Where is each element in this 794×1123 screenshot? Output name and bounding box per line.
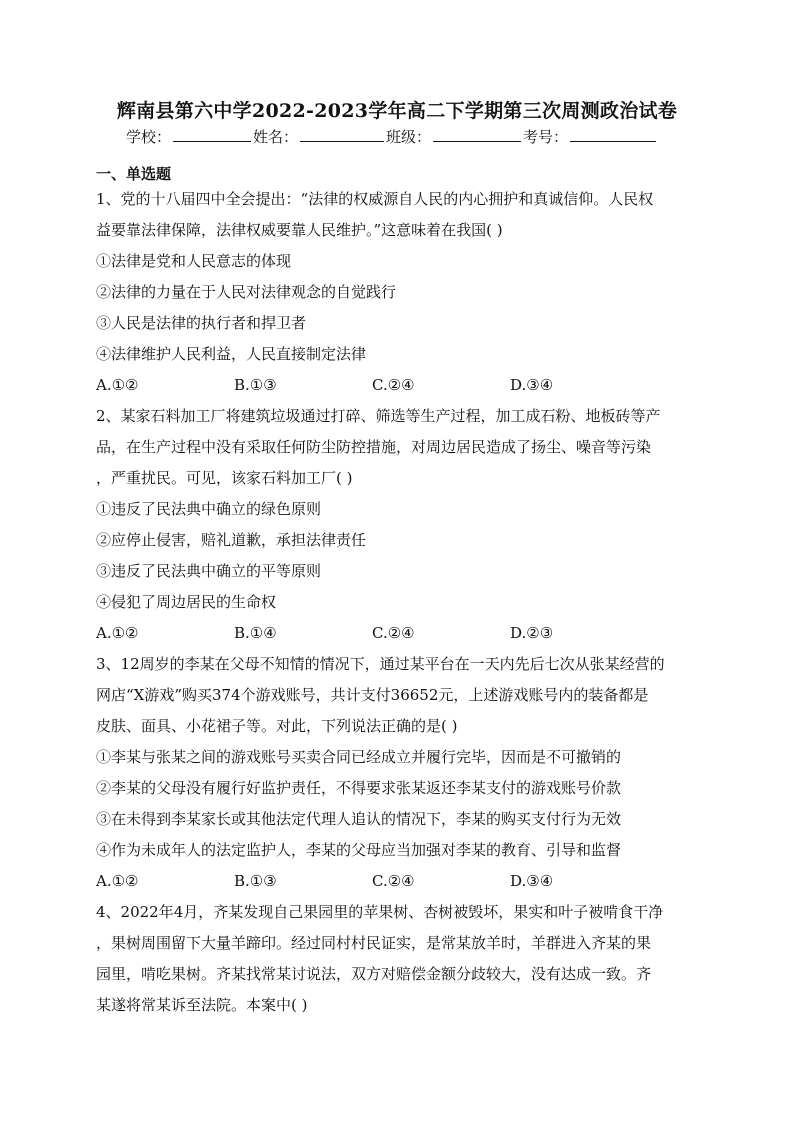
answer-option[interactable]: B.①③	[234, 376, 277, 394]
statement-item: ③人民是法律的执行者和捍卫者	[96, 314, 307, 332]
answer-option[interactable]: A.①②	[96, 376, 139, 394]
answer-option[interactable]: C.②④	[372, 624, 415, 642]
section-title: 一、单选题	[96, 165, 172, 183]
student-info-line	[126, 126, 686, 147]
number-blank[interactable]	[570, 127, 656, 142]
question-1	[96, 184, 700, 401]
answer-options	[96, 618, 700, 649]
school-blank[interactable]	[173, 127, 251, 142]
statement-item: ④作为未成年人的法定监护人，李某的父母应当加强对李某的教育、引导和监督	[96, 841, 622, 859]
answer-option[interactable]: D.③④	[510, 376, 554, 394]
statement-item: ①李某与张某之间的游戏账号买卖合同已经成立并履行完毕，因而是不可撤销的	[96, 748, 622, 766]
statement-item: ①法律是党和人民意志的体现	[96, 252, 292, 270]
statement-item: ④侵犯了周边居民的生命权	[96, 593, 277, 611]
statement-item: ②李某的父母没有履行好监护责任，不得要求张某返还李某支付的游戏账号价款	[96, 779, 622, 797]
question-stem-line: 1、党的十八届四中全会提出：“法律的权威源自人民的内心拥护和真诚信仰。人民权	[96, 190, 654, 208]
answer-option[interactable]: C.②④	[372, 872, 415, 890]
question-stem-line: ，严重扰民。可见，该家石料加工厂( )	[96, 469, 353, 487]
answer-option[interactable]: B.①③	[234, 872, 277, 890]
question-stem-line: 某遂将常某诉至法院。本案中( )	[96, 996, 308, 1014]
name-label: 姓名：	[253, 128, 299, 146]
exam-title: 辉南县第六中学2022-2023学年高二下学期第三次周测政治试卷	[116, 100, 678, 122]
question-2	[96, 401, 700, 649]
statement-item: ②法律的力量在于人民对法律观念的自觉践行	[96, 283, 397, 301]
answer-options	[96, 370, 700, 401]
question-stem-line: 品，在生产过程中没有采取任何防尘防控措施，对周边居民造成了扬尘、噪音等污染	[96, 438, 652, 456]
answer-option[interactable]: D.③④	[510, 872, 554, 890]
answer-option[interactable]: A.①②	[96, 872, 139, 890]
answer-option[interactable]: B.①④	[234, 624, 277, 642]
answer-option[interactable]: D.②③	[510, 624, 554, 642]
number-label: 考号：	[523, 128, 569, 146]
name-blank[interactable]	[300, 127, 384, 142]
answer-options	[96, 866, 700, 897]
question-stem-line: 益要靠法律保障，法律权威要靠人民维护。”这意味着在我国( )	[96, 221, 503, 239]
question-3	[96, 649, 700, 897]
question-stem-line: 网店“X游戏”购买374个游戏账号，共计支付36652元，上述游戏账号内的装备都是	[96, 686, 649, 704]
question-stem-line: 园里，啃吃果树。齐某找常某讨说法，双方对赔偿金额分歧较大，没有达成一致。齐	[96, 965, 652, 983]
answer-option[interactable]: C.②④	[372, 376, 415, 394]
class-blank[interactable]	[433, 127, 521, 142]
statement-item: ②应停止侵害，赔礼道歉，承担法律责任	[96, 531, 367, 549]
question-4	[96, 897, 700, 1021]
question-stem-line: 2、某家石料加工厂将建筑垃圾通过打碎、筛选等生产过程，加工成石粉、地板砖等产	[96, 407, 661, 425]
school-label: 学校：	[126, 128, 172, 146]
question-list	[96, 184, 700, 1021]
class-label: 班级：	[386, 128, 432, 146]
statement-item: ③违反了民法典中确立的平等原则	[96, 562, 322, 580]
statement-item: ①违反了民法典中确立的绿色原则	[96, 500, 322, 518]
answer-option[interactable]: A.①②	[96, 624, 139, 642]
question-stem-line: ，果树周围留下大量羊蹄印。经过同村村民证实，是常某放羊时，羊群进入齐某的果	[96, 934, 652, 952]
question-stem-line: 皮肤、面具、小花裙子等。对此，下列说法正确的是( )	[96, 717, 458, 735]
question-stem-line: 3、12周岁的李某在父母不知情的情况下，通过某平台在一天内先后七次从张某经营的	[96, 655, 665, 673]
question-stem-line: 4、2022年4月，齐某发现自己果园里的苹果树、杏树被毁坏，果实和叶子被啃食干净	[96, 903, 664, 921]
statement-item: ③在未得到李某家长或其他法定代理人追认的情况下，李某的购买支付行为无效	[96, 810, 622, 828]
statement-item: ④法律维护人民利益，人民直接制定法律	[96, 345, 367, 363]
